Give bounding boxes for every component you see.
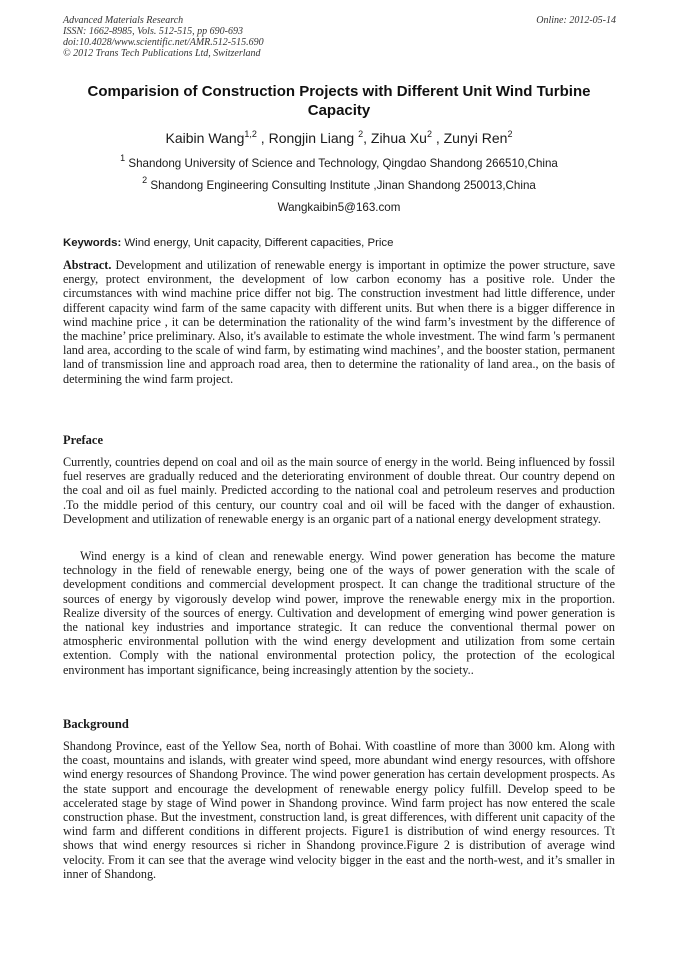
running-header	[63, 15, 483, 59]
background-paragraph: Shandong Province, east of the Yellow Sea, north of Bohai. With coastline of more than 3000 km. Along with the coast, mountains and islands, with greater wind speed, more abundant wind energy resources, with offshore wind energy resources of Shandong Province. The wind power generation has certain development prospects. As the state support and encourage the development of renewable energy policy fulfill. Develop speed to be accelerated stage by stage of Wind power in Shandong province. Wind farm project has now entered the scale construction phase. But the investment, construction land, is great differences, with different unit capacity of the wind farm and different conditions in different projects. Figure1 is distribution of wind energy resources. Tt shows that wind energy resources si richer in Shandong province.Figure 2 is distribution of average wind velocity. From it can see that the average wind velocity bigger in the east and the north-west, and it’s smaller in inner of Shandong.	[63, 739, 615, 881]
doi-line: doi:10.4028/www.scientific.net/AMR.512-515.690	[63, 37, 264, 48]
author-affiliation-mark: 2	[358, 129, 364, 139]
affiliation-mark: 1	[120, 153, 126, 163]
abstract-label: Abstract.	[63, 258, 112, 272]
journal-name: Advanced Materials Research	[63, 15, 184, 26]
keywords	[63, 236, 615, 250]
author-separator: ,	[431, 130, 444, 146]
preface-paragraph-1: Currently, countries depend on coal and oil as the main source of energy in the world. Being influenced by fossil fuel reserves are gradually reduced and the deteriorating environment of double threat. Our country depend on the coal and oil as fuel mainly. Predicted according to the national coal and petroleum reserves and production .To the middle period of this century, our country coal and oil will be faced with the danger of exhaustion. Development and utilization of renewable energy is an organic part of a national energy development strategy.	[63, 455, 615, 526]
keywords-text: Wind energy, Unit capacity, Different capacities, Price	[124, 237, 394, 249]
abstract-text: Development and utilization of renewable energy is important in optimize the power structure, save energy, protect environment, the development of low carbon economy has a positive role. Under the circumstances with wind machine price differ not big. The construction investment had little difference, under different capacity wind farm of the same capacity with different units. But when there is a bigger difference in wind machine price , it can be determination the rationality of the wind farm’s investment by the difference of the machine’ price preliminary. Also, it's available to estimate the whole investment. The wind farm 's permanent land area, according to the scale of wind farm, by estimating wind machines’, and the booster station, permanent land of transmission line and approach road area, then to determine the rationality of land area., on the basis of determining the wind farm project.	[63, 258, 615, 386]
author-affiliation-mark: 2	[426, 129, 432, 139]
author-affiliation-mark: 1,2	[244, 129, 257, 139]
author-name: Zunyi Ren	[443, 130, 508, 146]
author-email[interactable]: Wangkaibin5@163.com	[277, 201, 401, 214]
affiliation-mark: 2	[142, 175, 148, 185]
affiliation-text: Shandong University of Science and Technology, Qingdao Shandong 266510,China	[128, 157, 558, 170]
author-separator: ,	[363, 130, 371, 146]
paper-title: Comparision of Construction Projects with Different Unit Wind Turbine Capacity	[87, 83, 591, 119]
abstract	[63, 258, 615, 386]
author-affiliation-mark: 2	[507, 129, 513, 139]
author-name: Kaibin Wang	[165, 130, 245, 146]
author-list	[60, 127, 618, 149]
affiliation-text: Shandong Engineering Consulting Institute ,Jinan Shandong 250013,China	[150, 179, 536, 192]
copyright-line: © 2012 Trans Tech Publications Ltd, Switzerland	[63, 48, 261, 59]
affiliation-1	[40, 153, 638, 171]
online-date: Online: 2012-05-14	[536, 15, 616, 26]
author-separator: ,	[256, 130, 269, 146]
affiliation-2	[40, 175, 638, 193]
section-heading-preface: Preface	[63, 433, 104, 447]
author-name: Rongjin Liang	[268, 130, 359, 146]
preface-paragraph-2: Wind energy is a kind of clean and renewable energy. Wind power generation has become the mature technology in the field of renewable energy, being one of the ways of power generation with the scale of development conditions and commercial development prospect. It can change the traditional structure of the sources of energy by vigorously develop wind power, improve the renewable energy mix in the proportion. Realize diversity of the sources of energy. Cultivation and development of emerging wind power generation is the national key industries and importance strategic. It can reduce the conventional thermal power on atmospheric environmental pollution with the wind energy development and utilization from some certain extention. Comply with the national environmental protection policy, the protection of the ecological environment has important significance, being increasingly attention by the society..	[63, 549, 615, 677]
author-name: Zihua Xu	[370, 130, 427, 146]
issn-line: ISSN: 1662-8985, Vols. 512-515, pp 690-693	[63, 26, 243, 37]
section-heading-background: Background	[63, 717, 129, 731]
keywords-label: Keywords:	[63, 237, 122, 249]
